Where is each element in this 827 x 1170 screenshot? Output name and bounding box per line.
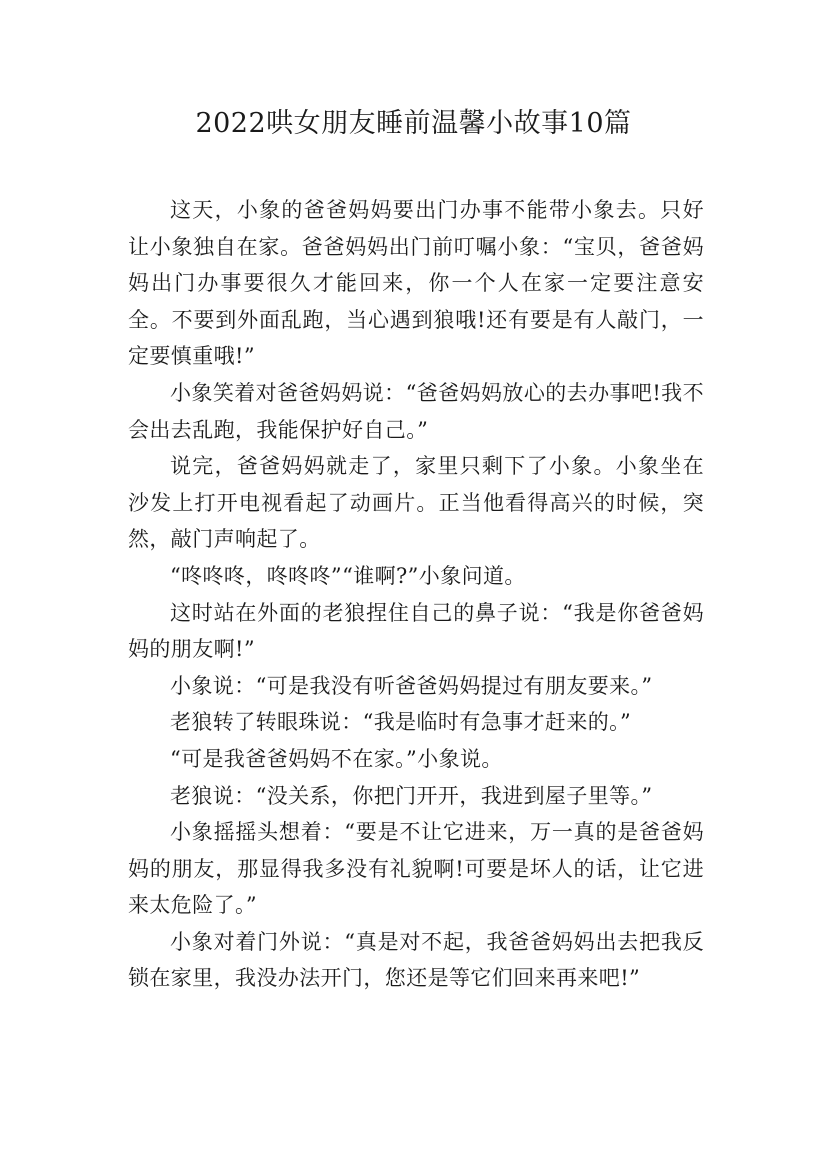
- paragraph: 小象摇摇头想着：“要是不让它进来，万一真的是爸爸妈妈的朋友，那显得我多没有礼貌啊!可要是坏人的话，让它进来太危险了。”: [128, 820, 704, 918]
- paragraph: “可是我爸爸妈妈不在家。”小象说。: [170, 746, 503, 771]
- paragraph: 说完，爸爸妈妈就走了，家里只剩下了小象。小象坐在沙发上打开电视看起了动画片。正当他看得高兴的时候，突然，敲门声响起了。: [128, 454, 704, 552]
- paragraph: “咚咚咚，咚咚咚”“谁啊?”小象问道。: [170, 563, 526, 588]
- paragraph: 老狼说：“没关系，你把门开开，我进到屋子里等。”: [170, 783, 653, 808]
- paragraph: 老狼转了转眼珠说：“我是临时有急事才赶来的。”: [170, 710, 632, 735]
- paragraph: 小象说：“可是我没有听爸爸妈妈提过有朋友要来。”: [170, 673, 653, 698]
- paragraph: 小象对着门外说：“真是对不起，我爸爸妈妈出去把我反锁在家里，我没办法开门，您还是等它们回来再来吧!”: [128, 929, 704, 991]
- document-body: [128, 192, 704, 997]
- paragraph: 小象笑着对爸爸妈妈说：“爸爸妈妈放心的去办事吧!我不会出去乱跑，我能保护好自己。”: [128, 380, 704, 442]
- paragraph: 这天，小象的爸爸妈妈要出门办事不能带小象去。只好让小象独自在家。爸爸妈妈出门前叮嘱小象：“宝贝，爸爸妈妈出门办事要很久才能回来，你一个人在家一定要注意安全。不要到外面乱跑，当心遇到狼哦!还有要是有人敲门，一定要慎重哦!”: [128, 198, 704, 369]
- document-title: 2022哄女朋友睡前温馨小故事10篇: [195, 108, 632, 139]
- paragraph: 这时站在外面的老狼捏住自己的鼻子说：“我是你爸爸妈妈的朋友啊!”: [128, 600, 704, 662]
